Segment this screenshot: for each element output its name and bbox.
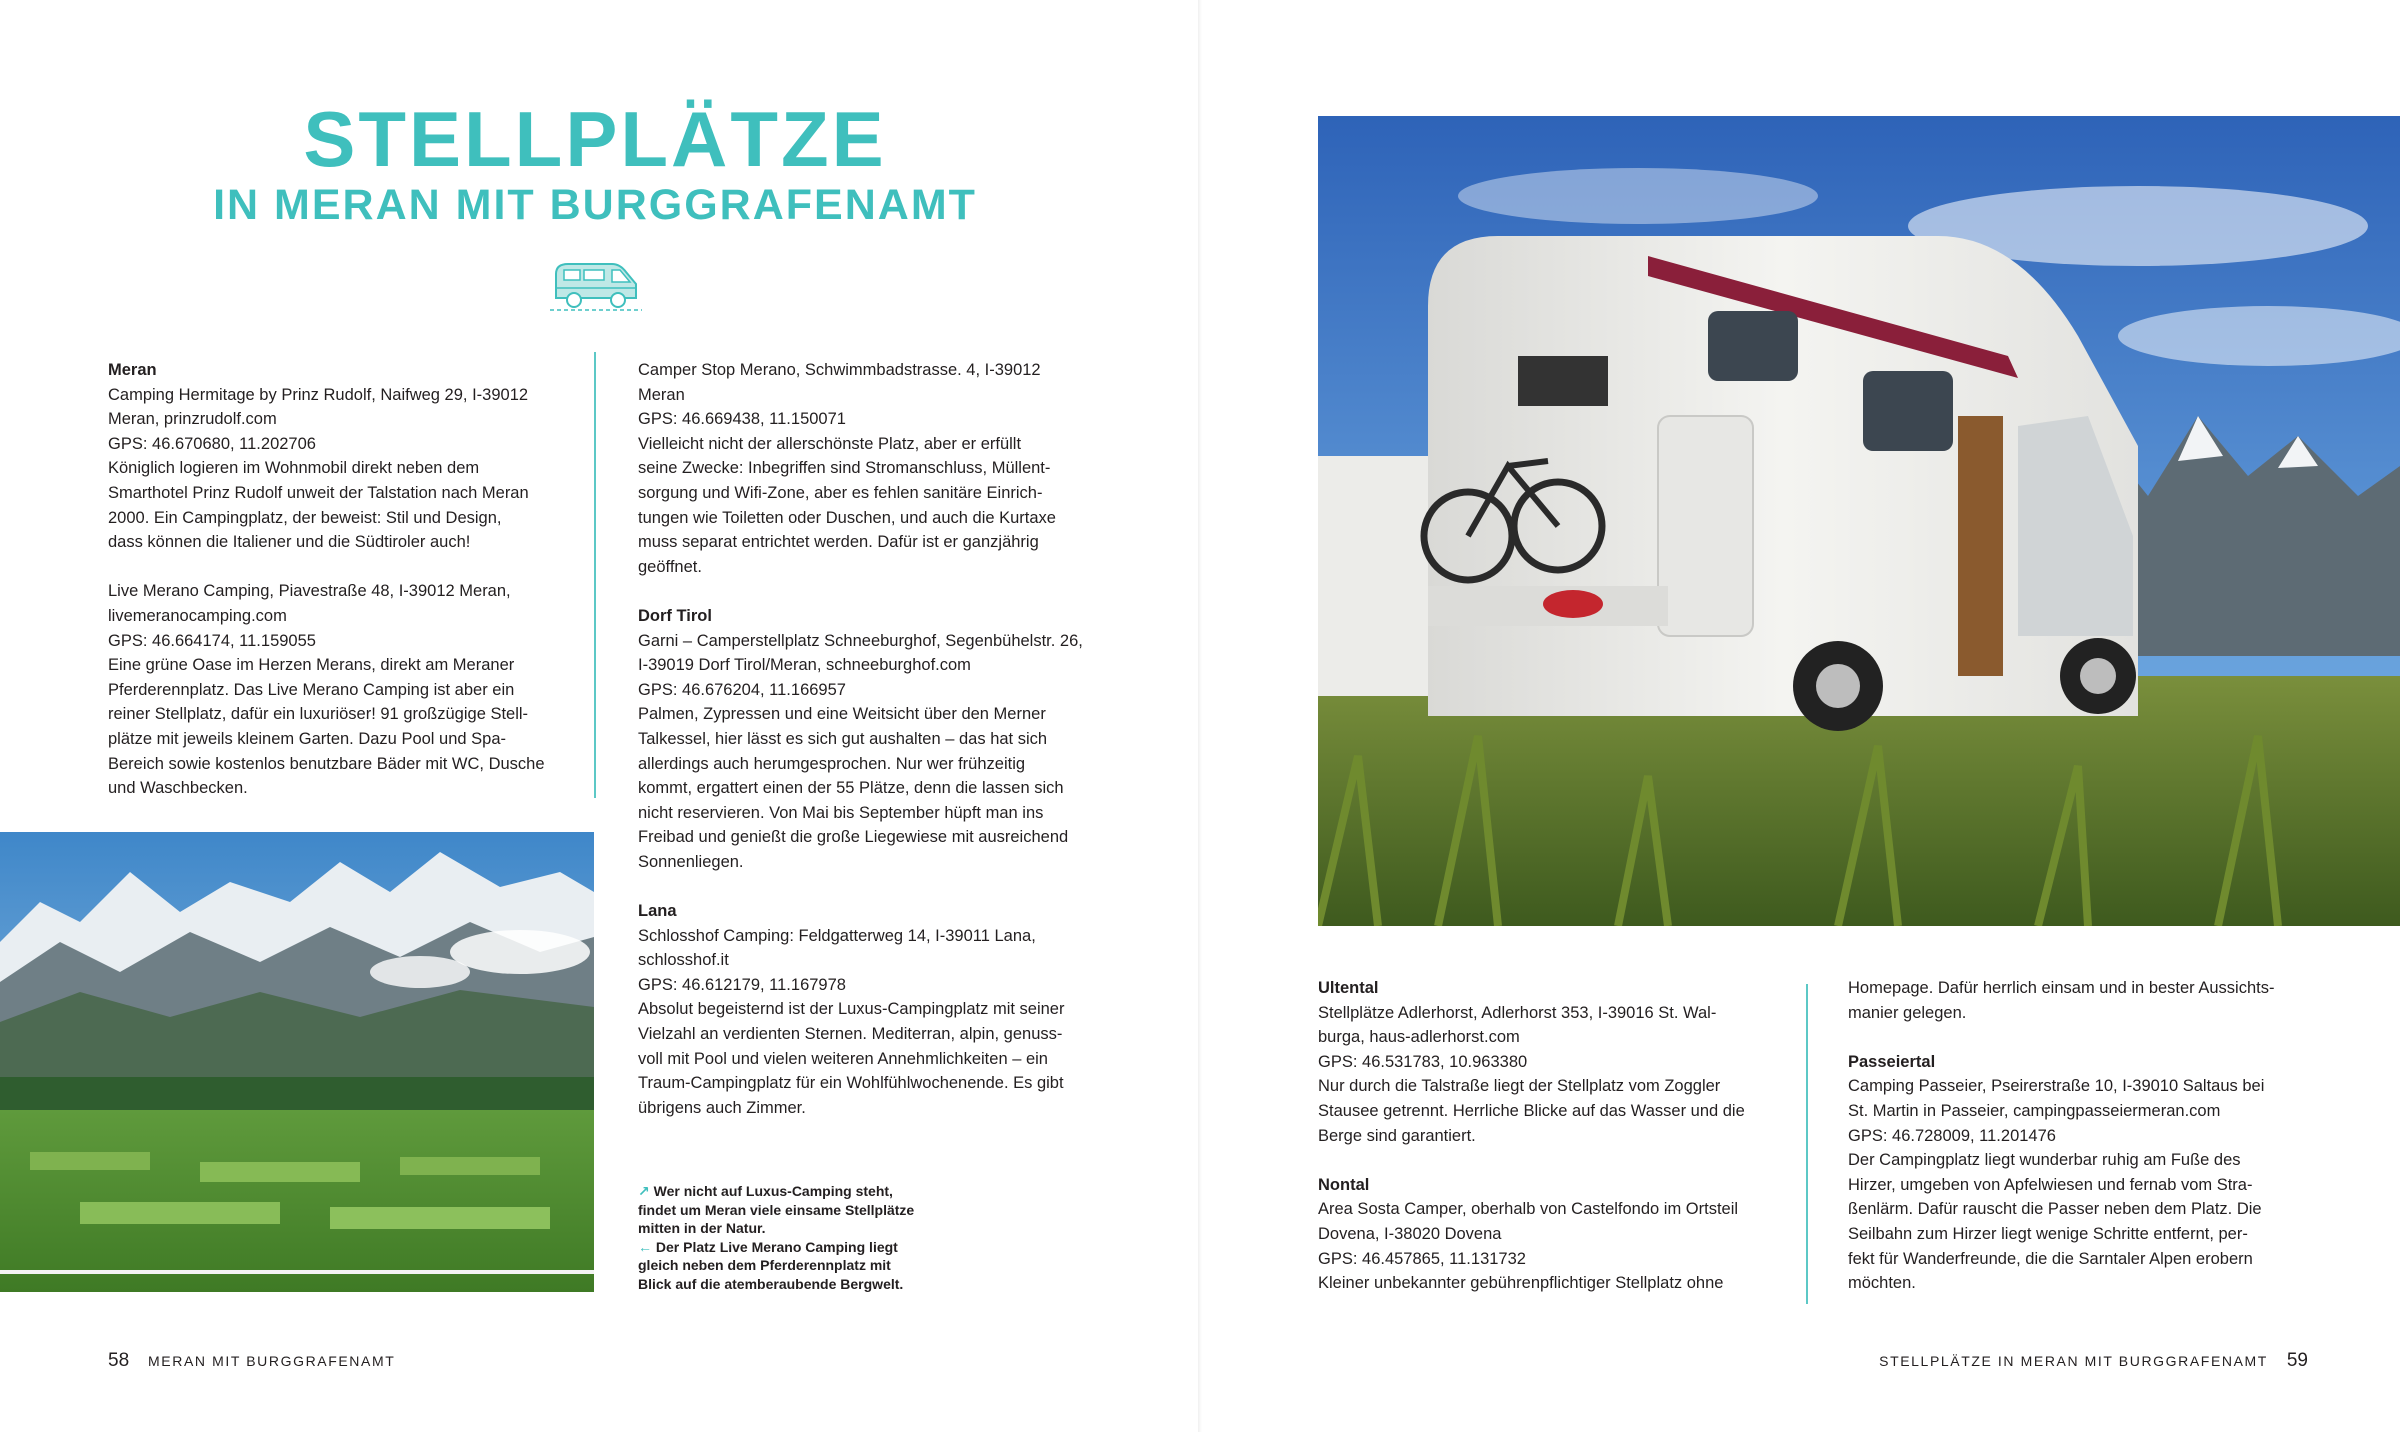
footer-right <box>1879 1350 2308 1372</box>
text-line: Berge sind garantiert. <box>1318 1126 1476 1145</box>
text-line: GPS: 46.676204, 11.166957 <box>638 680 846 699</box>
text-line: Vielzahl an verdienten Sternen. Mediterran, alpin, genuss- <box>638 1025 1063 1044</box>
text-line: Area Sosta Camper, oberhalb von Castelfondo im Ortsteil <box>1318 1200 1739 1219</box>
section-heading-passeiertal: Passeiertal <box>1848 1052 1936 1071</box>
text-line: Palmen, Zypressen und eine Weitsicht über den Merner <box>638 705 1046 724</box>
section-heading-ultental: Ultental <box>1318 979 1379 997</box>
text-line: Schlosshof Camping: Feldgatterweg 14, I-39011 Lana, <box>638 926 1036 945</box>
text-line: Pferderennplatz. Das Live Merano Camping ist aber ein <box>108 680 515 699</box>
text-line: muss separat entrichtet werden. Dafür ist er ganzjährig <box>638 533 1039 552</box>
caption-line: Der Platz Live Merano Camping liegt <box>655 1238 898 1255</box>
text-line: Stellplätze Adlerhorst, Adlerhorst 353, I-39016 St. Wal- <box>1318 1003 1717 1022</box>
running-head: STELLPLÄTZE IN MERAN MIT BURGGRAFENAMT <box>1879 1353 2268 1369</box>
text-line: reiner Stellplatz, dafür ein luxuriöser! 91 großzügige Stell- <box>108 705 529 724</box>
page-subtitle: IN MERAN MIT BURGGRAFENAMT <box>213 181 977 229</box>
caption-line: findet um Meran viele einsame Stellplätze <box>638 1201 915 1218</box>
text-line: Traum-Campingplatz für ein Wohlfühlwochenende. Es gibt <box>638 1074 1064 1093</box>
page-number: 58 <box>108 1350 130 1371</box>
page-number: 59 <box>2286 1350 2308 1371</box>
right-page <box>1200 0 2400 1432</box>
text-line: GPS: 46.670680, 11.202706 <box>108 434 316 453</box>
text-line: Sonnenliegen. <box>638 852 744 871</box>
column-camper-stop <box>638 358 1096 1120</box>
text-line: Königlich logieren im Wohnmobil direkt neben dem <box>108 459 480 478</box>
caption-line: gleich neben dem Pferderennplatz mit <box>638 1257 891 1274</box>
text-line: Garni – Camperstellplatz Schneeburghof, Segenbühelstr. 26, <box>638 631 1083 650</box>
caption-line: Blick auf die atemberaubende Bergwelt. <box>638 1275 904 1292</box>
caption-line: Wer nicht auf Luxus-Camping steht, <box>653 1183 893 1199</box>
text-line: Freibad und genießt die große Liegewiese mit ausreichend <box>638 828 1069 847</box>
section-heading-lana: Lana <box>638 902 677 921</box>
column-passeiertal <box>1848 976 2308 1296</box>
text-line: Seilbahn zum Hirzer liegt wenige Schritte entfernt, per- <box>1848 1224 2248 1243</box>
text-line: allerdings auch herumgesprochen. Nur wer frühzeitig <box>638 754 1026 773</box>
text-line: schlosshof.it <box>638 951 729 970</box>
section-heading-nontal: Nontal <box>1318 1175 1370 1194</box>
text-line: Camping Hermitage by Prinz Rudolf, Naifweg 29, I-39012 <box>108 385 529 404</box>
text-line: I-39019 Dorf Tirol/Meran, schneeburghof.com <box>638 656 971 675</box>
text-line: übrigens auch Zimmer. <box>638 1098 806 1117</box>
text-line: Bereich sowie kostenlos benutzbare Bäder mit WC, Dusche <box>108 754 545 773</box>
text-line: Hirzer, umgeben von Apfelwiesen und fernab vom Stra- <box>1848 1175 2253 1194</box>
text-line: Eine grüne Oase im Herzen Merans, direkt am Meraner <box>108 656 515 675</box>
text-line: Meran <box>638 385 685 404</box>
text-line: burga, haus-adlerhorst.com <box>1318 1028 1520 1047</box>
text-line: Vielleicht nicht der allerschönste Platz, aber er erfüllt <box>638 434 1022 453</box>
text-line: manier gelegen. <box>1848 1003 1967 1022</box>
text-line: Live Merano Camping, Piavestraße 48, I-39012 Meran, <box>108 582 511 601</box>
page-title: STELLPLÄTZE <box>303 95 887 183</box>
text-line: Camping Passeier, Pseirerstraße 10, I-39010 Saltaus bei <box>1848 1077 2265 1096</box>
camper-van-icon <box>550 252 642 316</box>
text-line: ßenlärm. Dafür rauscht die Passer neben dem Platz. Die <box>1848 1200 2262 1219</box>
text-line: GPS: 46.531783, 10.963380 <box>1318 1052 1528 1071</box>
text-line: seine Zwecke: Inbegriffen sind Stromanschluss, Müllent- <box>638 459 1051 478</box>
arrow-left-icon: ← <box>638 1238 652 1255</box>
text-line: Smarthotel Prinz Rudolf unweit der Talstation nach Meran <box>108 483 529 502</box>
text-line: GPS: 46.728009, 11.201476 <box>1848 1126 2056 1145</box>
text-line: Homepage. Dafür herrlich einsam und in bester Aussichts- <box>1848 979 2275 997</box>
column-ultental <box>1318 976 1778 1296</box>
text-line: voll mit Pool und vielen weiteren Annehmlichkeiten – ein <box>638 1049 1048 1068</box>
photo-caption <box>638 1182 938 1294</box>
text-line: Absolut begeisternd ist der Luxus-Campingplatz mit seiner <box>638 1000 1065 1019</box>
text-line: tungen wie Toiletten oder Duschen, und auch die Kurtaxe <box>638 508 1056 527</box>
arrow-up-right-icon: ↗ <box>638 1183 650 1199</box>
text-line: geöffnet. <box>638 557 702 576</box>
text-line: livemeranocamping.com <box>108 606 287 625</box>
text-line: GPS: 46.664174, 11.159055 <box>108 631 316 650</box>
running-head: MERAN MIT BURGGRAFENAMT <box>148 1353 396 1369</box>
photo-meran-racecourse <box>0 832 594 1292</box>
column-divider <box>1806 984 1808 1304</box>
text-line: Talkessel, hier lässt es sich gut aushalten – das hat sich <box>638 729 1048 748</box>
text-line: kommt, ergattert einen der 55 Plätze, denn die lassen sich <box>638 779 1064 798</box>
text-line: nicht reservieren. Von Mai bis September hüpft man ins <box>638 803 1044 822</box>
text-line: GPS: 46.669438, 11.150071 <box>638 410 846 429</box>
text-line: Kleiner unbekannter gebührenpflichtiger Stellplatz ohne <box>1318 1274 1724 1293</box>
caption-line: mitten in der Natur. <box>638 1220 766 1237</box>
text-line: fekt für Wanderfreunde, die die Sarntaler Alpen erobern <box>1848 1249 2253 1268</box>
text-line: plätze mit jeweils kleinem Garten. Dazu Pool und Spa- <box>108 729 507 748</box>
text-line: Nur durch die Talstraße liegt der Stellplatz vom Zoggler <box>1318 1077 1721 1096</box>
text-line: Camper Stop Merano, Schwimmbadstrasse. 4, I-39012 <box>638 361 1041 379</box>
footer-left <box>108 1350 395 1372</box>
text-line: sorgung und Wifi-Zone, aber es fehlen sanitäre Einrich- <box>638 483 1043 502</box>
column-divider <box>594 352 596 798</box>
section-heading-meran: Meran <box>108 361 157 379</box>
text-line: St. Martin in Passeier, campingpasseiermeran.com <box>1848 1101 2221 1120</box>
photo-camper-mountains <box>1318 116 2400 926</box>
text-line: GPS: 46.612179, 11.167978 <box>638 975 846 994</box>
text-line: Dovena, I-38020 Dovena <box>1318 1224 1502 1243</box>
column-meran <box>108 358 574 801</box>
text-line: Meran, prinzrudolf.com <box>108 410 277 429</box>
section-heading-dorf-tirol: Dorf Tirol <box>638 606 712 625</box>
text-line: GPS: 46.457865, 11.131732 <box>1318 1249 1526 1268</box>
text-line: Der Campingplatz liegt wunderbar ruhig am Fuße des <box>1848 1151 2241 1170</box>
text-line: 2000. Ein Campingplatz, der beweist: Stil und Design, <box>108 508 502 527</box>
text-line: Stausee getrennt. Herrliche Blicke auf das Wasser und die <box>1318 1101 1745 1120</box>
text-line: und Waschbecken. <box>108 779 248 798</box>
text-line: dass können die Italiener und die Südtiroler auch! <box>108 533 471 552</box>
text-line: möchten. <box>1848 1274 1916 1293</box>
